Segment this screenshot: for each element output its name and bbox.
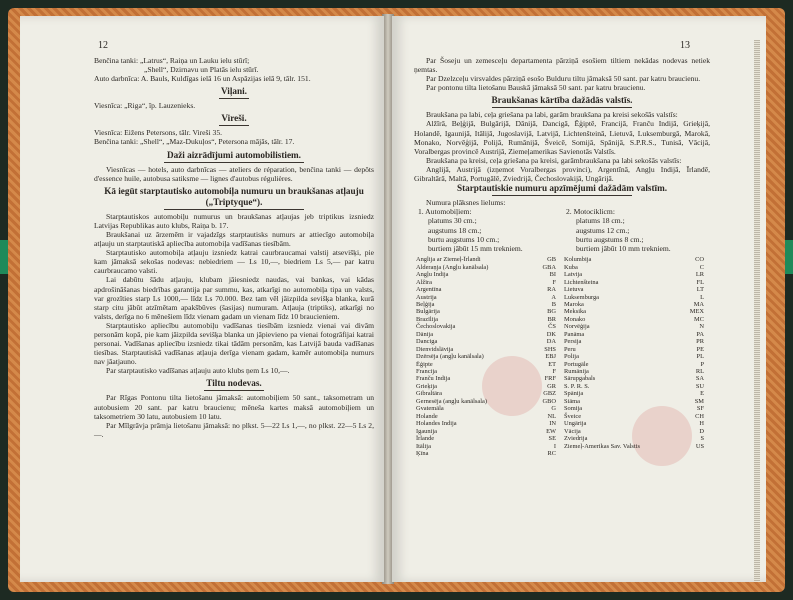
country-code-row <box>564 383 704 390</box>
country-code-row <box>416 420 556 427</box>
country-code-row <box>416 368 556 375</box>
country-name: Peru <box>564 345 576 353</box>
country-name: Danciga <box>416 338 438 346</box>
country-code-row <box>564 405 704 412</box>
country-code-row <box>564 361 704 368</box>
plate-line: burtu augstums 10 cm.; <box>428 234 500 244</box>
country-code-row <box>416 323 556 330</box>
divider <box>204 390 264 391</box>
country-code: BG <box>547 308 556 316</box>
country-code: RC <box>547 450 556 458</box>
country-code: H <box>699 420 704 428</box>
left-page-number: 12 <box>98 40 108 51</box>
country-name: Gernesēja (angļu kanālsala) <box>416 397 487 405</box>
country-name: Somija <box>564 405 583 413</box>
text-line: Benčina tanki: „Latrus“, Raiņa un Lauku ielu stūrī; <box>94 56 250 65</box>
country-code: GBZ <box>543 390 556 398</box>
country-code-row <box>416 279 556 286</box>
country-code-row <box>416 443 556 450</box>
text-line: Auto darbnīca: A. Bauls, Kuldīgas ielā 16 un Aspāzijas ielā 9, tālr. 151. <box>94 74 311 84</box>
plate-line: burtiem jābūt 10 mm trekniem. <box>576 244 671 254</box>
country-name: Īrlande <box>416 435 435 443</box>
paragraph: Par pontonu tilta lietošanu Bauskā jāmaksā 50 sant. par katru braucienu. <box>426 83 646 93</box>
country-code: EW <box>546 427 556 435</box>
country-name: Alžīra <box>416 278 432 286</box>
text-line: Benčina tanki: „Shell“, „Maz-Dukuļos“, Petersona mājās, tālr. 17. <box>94 137 295 147</box>
left-page-text <box>94 56 374 439</box>
text-line: Viesnīca: „Riga“, īp. Lauzenieks. <box>94 101 196 111</box>
country-code: RL <box>695 368 704 376</box>
country-code-row <box>416 346 556 353</box>
country-name: Lichtenšteina <box>564 278 599 286</box>
paragraph: Viesnīcas — hotels, auto darbnīcas — ateliers de réparation, benčina tanki — depôts d'essence huile, autobusa satiksme — lignes d'autobus régulières. <box>94 164 374 183</box>
country-name: Siāma <box>564 397 580 405</box>
paragraph: Braukšana pa labi, ceļa griešana pa labi, garām braukšana pa kreisi sekošās valstīs: <box>426 110 678 120</box>
country-name: Grieķija <box>416 382 437 390</box>
country-name: Meksika <box>564 308 587 316</box>
country-code: ET <box>548 360 556 368</box>
country-name: Bulgārija <box>416 308 440 316</box>
country-code: DA <box>546 338 556 346</box>
country-code-row <box>564 301 704 308</box>
page-edges <box>754 40 760 582</box>
country-code: CO <box>695 256 704 264</box>
country-code: F <box>552 278 556 286</box>
country-code: US <box>695 442 704 450</box>
country-name: Itālija <box>416 442 431 450</box>
country-name: Kolumbija <box>564 256 592 264</box>
country-name: S. P. R. S. <box>564 382 590 390</box>
country-code: I <box>553 442 556 450</box>
divider <box>492 107 632 108</box>
country-name: Gvatemāla <box>416 405 444 413</box>
country-code: SA <box>695 375 704 383</box>
country-name: Holandes Indija <box>416 420 457 428</box>
country-name: Polija <box>564 353 579 361</box>
paragraph: Par Mīlgrāvja prāmja lietošanu jāmaksā: no plkst. 5—22 Ls 1,—, no plkst. 22—5 Ls 2,—. <box>94 420 374 439</box>
country-code-row <box>564 264 704 271</box>
country-code: DK <box>546 330 556 338</box>
country-code: B <box>551 300 556 308</box>
country-code: A <box>551 293 556 301</box>
country-code: PA <box>696 330 704 338</box>
country-name: Dzērsēja (angļu kanālsala) <box>416 353 484 361</box>
country-name: Luksemburga <box>564 293 600 301</box>
country-code: BI <box>549 271 556 279</box>
plate-line: burtiem jābūt 15 mm trekniem. <box>428 244 523 254</box>
country-name: Dienvidslāvija <box>416 345 454 353</box>
plate-sizes <box>414 207 710 253</box>
country-name: Brazīlija <box>416 315 439 323</box>
country-code: C <box>699 263 704 271</box>
country-code: N <box>699 323 704 331</box>
paragraph: Lai dabūtu šādu atļauju, klubam jāiesniedz naudas, vai bankas, vai kādas apdrošināšanas biedrības garantija par summu, kas, atkarīgi no automobiļa tipa un valsts, var grozīties starp Ls 1000,— līdz Ls 70.000. Bez tam vēl jāizpilda sevišķa blanka, kurā starp citu jābūt atzīmētam apakšbūves (šasijas) numuram. Atļauja (triptiks), atkarīgi no valsts, derīga no 6 mēnešiem līdz vienam gadam un vienam līdz 10 braucieniem. <box>94 275 374 321</box>
country-code: EBJ <box>545 353 556 361</box>
country-name: Panāma <box>564 330 585 338</box>
country-code-row <box>564 413 704 420</box>
country-code: LR <box>695 271 704 279</box>
country-code: MC <box>694 315 704 323</box>
country-codes-left <box>414 256 562 457</box>
country-codes-right <box>562 256 710 457</box>
country-name: Ziemeļ-Amerikas Sav. Valstis <box>564 442 640 450</box>
paragraph: Starptautisko apliecību automobiļu vadīšanas tiesībām izsniedz vienai vai divām personām kopā, pie kam jāizpilda sevišķa blanka un jāpievieno pa vienai fotogrāfijai katrai personai. Vadīšanas apliecību izsniedz tikai tādām personām, kas Latvijā bauda vadīšanas tiesības. Starptautiskā vadīšanas atļauja derīga vienam gadam, kamēr automobiļa numurs nav jāatjauno. <box>94 320 374 367</box>
country-code: P <box>700 360 704 368</box>
country-code: GB <box>547 256 556 264</box>
paragraph: Alžīrā, Beļģijā, Bulgārijā, Dānijā, Dancigā, Ēģiptē, Francijā, Franču Indijā, Grieķijā, Holandē, Igaunijā, Itālijā, Jugoslavijā, Latvijā, Lichtenšteinā, Lietuvā, Luksemburgā, Marokā, Monako, Norvēģijā, Polijā, Rumānijā, Šveicē, Somijā, Spānijā, S.P.R.S., Tunisā, Vācijā, Voralbergas provincē Austrijā, Ziemeļamerikas Savienotās Valstīs. <box>414 119 710 156</box>
country-name: Beļģija <box>416 300 435 308</box>
country-name: Portugāle <box>564 360 589 368</box>
country-code: PE <box>696 345 704 353</box>
country-code-row <box>564 375 704 382</box>
country-name: Maroka <box>564 300 584 308</box>
plate-line: burtu augstums 8 cm.; <box>576 234 644 244</box>
country-code-row <box>416 435 556 442</box>
country-code-row <box>416 428 556 435</box>
country-code: SU <box>695 382 704 390</box>
paragraph: Par Dzelzceļu virsvaldes pārziņā esošo Bulduru tiltu jāmaksā 50 sant. par katru braucienu. <box>426 74 701 84</box>
divider <box>219 98 249 99</box>
country-code-row <box>564 331 704 338</box>
country-code-row <box>416 398 556 405</box>
country-code-row <box>564 323 704 330</box>
country-code: SF <box>696 405 704 413</box>
country-code: MA <box>693 300 704 308</box>
country-code-row <box>416 256 556 263</box>
country-name: Latvija <box>564 271 583 279</box>
country-code-row <box>416 264 556 271</box>
country-code: SHS <box>544 345 556 353</box>
text-line: Viesnīca: Eižens Petersons, tālr. Vireši 35. <box>94 128 223 138</box>
paragraph: Braukšana pa kreisi, ceļa griešana pa kreisi, garāmbraukšana pa labi sekošās valstīs: <box>426 155 682 165</box>
plate-line: augstums 18 cm.; <box>428 225 482 235</box>
country-code: BR <box>547 315 556 323</box>
country-code-row <box>416 450 556 457</box>
paragraph: Anglijā, Austrijā (izņemot Voralbergas provinci), Argentīnā, Angļu Indijā, Īrlandē, Gibraltārā, Maltā, Portugālē, Zviedrijā, Čechoslovakijā, Ungārijā. <box>414 164 710 184</box>
country-name: Monako <box>564 315 586 323</box>
country-code-row <box>416 375 556 382</box>
country-code: NL <box>547 412 556 420</box>
country-name: Vācija <box>564 427 581 435</box>
heading-bridge-fees: Tiltu nodevas. <box>206 378 262 389</box>
country-name: Šveice <box>564 412 582 420</box>
country-code: GBA <box>542 263 556 271</box>
country-code-row <box>564 294 704 301</box>
plate-line: augstums 12 cm.; <box>576 225 630 235</box>
paragraph: Par Šoseju un zemesceļu departamenta pārziņā esošiem tiltiem nekādas nodevas netiek ņemtas. <box>414 56 710 75</box>
country-name: Gibraltāra <box>416 390 442 398</box>
country-code-row <box>564 338 704 345</box>
divider <box>164 162 304 163</box>
country-code: L <box>700 293 704 301</box>
country-code-row <box>416 361 556 368</box>
plate-title: 1. Automobiļiem: <box>418 207 472 217</box>
country-code-row <box>564 353 704 360</box>
country-name: Spānija <box>564 390 584 398</box>
country-code: GR <box>547 382 556 390</box>
country-name: Ungārija <box>564 420 587 428</box>
country-name: Dānija <box>416 330 434 338</box>
country-name: Igaunija <box>416 427 437 435</box>
country-name: Angļu Indija <box>416 271 449 279</box>
country-code-row <box>564 368 704 375</box>
country-code: D <box>699 427 704 435</box>
country-code: S <box>700 435 704 443</box>
country-name: Zviedrija <box>564 435 588 443</box>
right-page <box>392 16 766 582</box>
country-code: SM <box>694 397 704 405</box>
heading-driving-order: Braukšanas kārtība dažādās valstīs. <box>491 95 633 106</box>
country-code: LT <box>696 286 704 294</box>
plate-moto <box>562 207 710 253</box>
country-code-row <box>564 286 704 293</box>
country-code-row <box>564 420 704 427</box>
right-page-number: 13 <box>680 40 690 51</box>
plate-car <box>414 207 562 253</box>
country-code: GBO <box>542 397 556 405</box>
paragraph: Starptautisko automobiļa atļauju izsniedz katrai caurbraucamai valstij atsevišķi, pie kam jāmaksā sekošas nodevas: nebiedriem — Ls 10,—, biedriem Ls 5,— par katru caurbraucamo valsti. <box>94 248 374 276</box>
country-name: Ķīna <box>416 450 429 458</box>
country-name: Ēģipte <box>416 360 433 368</box>
country-code-row <box>416 294 556 301</box>
country-code: CH <box>695 412 704 420</box>
country-name: Persija <box>564 338 582 346</box>
country-code: FRF <box>544 375 556 383</box>
country-code-row <box>416 413 556 420</box>
divider <box>164 209 304 210</box>
country-codes <box>414 256 710 457</box>
country-name: Sārupgabals <box>564 375 596 383</box>
country-code-row <box>416 353 556 360</box>
country-code-row <box>416 331 556 338</box>
country-code-row <box>416 271 556 278</box>
country-code-row <box>416 286 556 293</box>
country-name: Austrija <box>416 293 437 301</box>
country-code: G <box>551 405 556 413</box>
country-code: F <box>552 368 556 376</box>
text-line: „Shell“, Dzirnavu un Platās ielu stūrī. <box>144 65 259 75</box>
heading-remarks: Daži aizrādījumi automobilistiem. <box>167 149 301 160</box>
country-code: ČS <box>548 323 556 331</box>
country-code: PL <box>696 353 704 361</box>
country-code-row <box>564 435 704 442</box>
heading-vilani: Viļani. <box>221 86 247 97</box>
country-code-row <box>416 308 556 315</box>
plate-title: 2. Motociklicm: <box>566 207 615 217</box>
country-name: Franču Indija <box>416 375 451 383</box>
country-code: SE <box>548 435 556 443</box>
country-code: PR <box>696 338 704 346</box>
left-page <box>20 16 384 582</box>
country-code: FL <box>696 278 704 286</box>
paragraph: Par Rīgas Pontonu tilta lietošanu jāmaksā: automobiļiem 50 sant., taksometram un autobusiem 20 sant. par katru braucienu; mēnešа kartes maksā automobiļiem un taksometriem 30 latu, autobusiem 10 latu. <box>94 393 374 421</box>
country-code-row <box>564 308 704 315</box>
country-code-row <box>416 338 556 345</box>
country-code-row <box>416 301 556 308</box>
country-code-row <box>564 428 704 435</box>
country-name: Kuba <box>564 263 578 271</box>
heading-vircsi: Vireši. <box>221 113 247 124</box>
paragraph: Par starptautisko vadīšanas atļauju auto klubs ņem Ls 10,—. <box>106 366 290 376</box>
country-code-row <box>564 390 704 397</box>
country-code-row <box>416 383 556 390</box>
country-name: Anglija ar Ziemeļ-Īrlandi <box>416 256 481 264</box>
divider <box>492 195 632 196</box>
country-code-row <box>564 256 704 263</box>
country-name: Rumānija <box>564 368 589 376</box>
country-name: Lietuva <box>564 286 584 294</box>
country-name: Holande <box>416 412 438 420</box>
country-name: Norvēģija <box>564 323 590 331</box>
country-name: Čechoslovakija <box>416 323 456 331</box>
country-name: Francija <box>416 368 437 376</box>
plate-line: platums 30 cm.; <box>428 216 477 226</box>
country-name: Alderaņja (Angļu kanālsala) <box>416 263 489 271</box>
country-code: E <box>700 390 704 398</box>
heading-plate-signs: Starptautiskie numuru apzīmējumi dažādām valstīm. <box>456 183 668 194</box>
country-code: MEX <box>689 308 704 316</box>
country-code: RA <box>547 286 556 294</box>
country-code: IN <box>549 420 556 428</box>
country-code-row <box>564 279 704 286</box>
plate-size-heading: Numura plāksnes lielums: <box>426 198 506 208</box>
country-code-row <box>564 398 704 405</box>
divider <box>219 125 249 126</box>
country-code-row <box>416 405 556 412</box>
country-code-row <box>564 271 704 278</box>
plate-line: platums 18 cm.; <box>576 216 625 226</box>
paragraph: Starptautiskos automobiļu numurus un braukšanas atļaujas jeb triptikus izsniedz Latvijas Republikas auto klubs, Raiņa b. 17. <box>94 211 374 230</box>
country-code-row <box>564 443 704 450</box>
heading-triptyque: Kā iegūt starptautisko automobiļa numuru un braukšanas atļauju („Triptyque“). <box>104 185 364 207</box>
country-code-row <box>564 346 704 353</box>
paragraph: Braukšanai uz ārzemēm ir vajadzīgs starptautisks numurs ar attiecīgo automobiļa atļauju un starptautiskā apliecība automobiļa vadīšanas tiesībām. <box>94 229 374 249</box>
country-code-row <box>416 390 556 397</box>
right-page-text <box>414 56 710 457</box>
country-name: Argentīna <box>416 286 442 294</box>
